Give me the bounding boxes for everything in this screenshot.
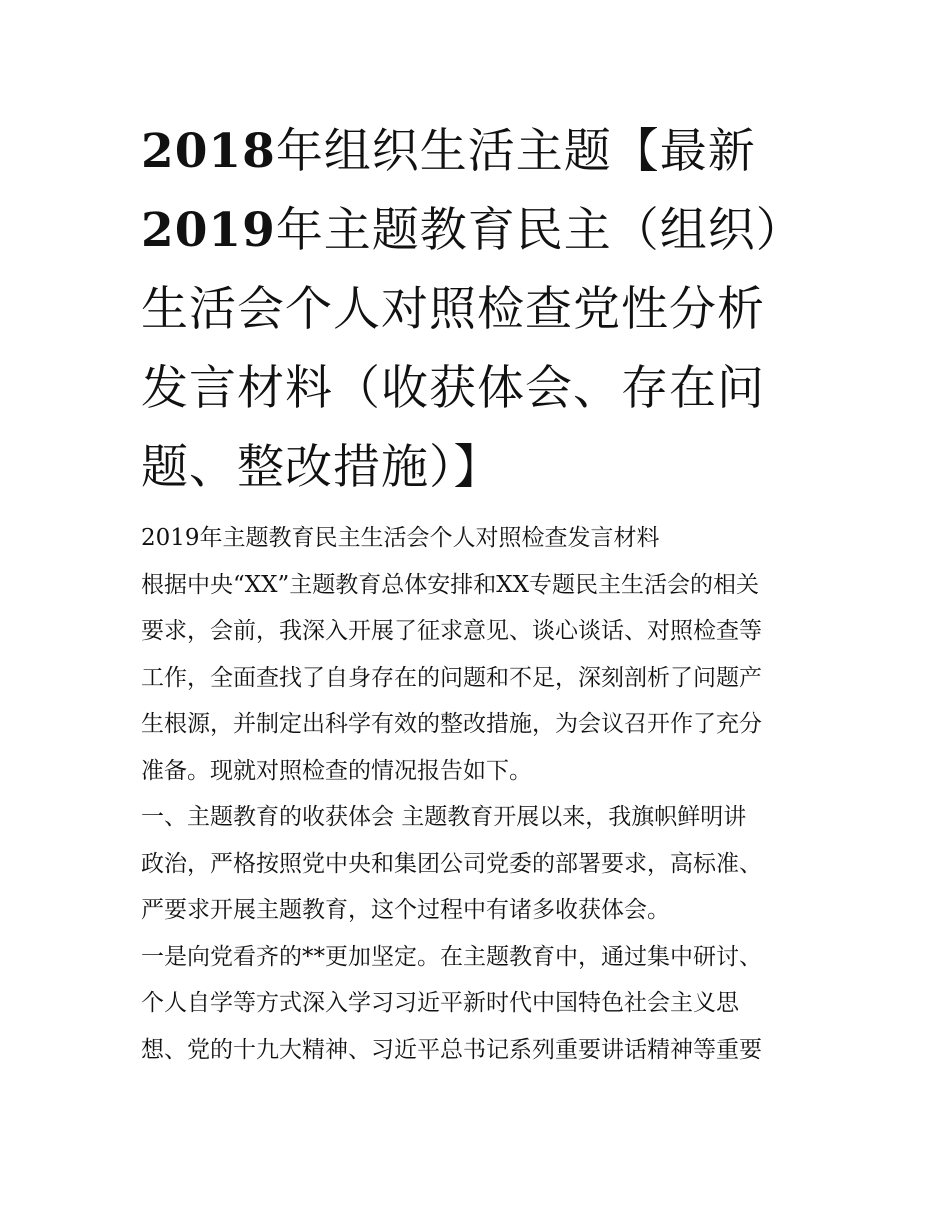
title-text: 题、整改措施）】 [141,440,502,495]
title-text: 年组织生活主题【最新 [275,124,756,179]
title-line [141,112,821,191]
body-line: 想、党的十九大精神、习近平总书记系列重要讲话精神等重要 [141,1036,762,1063]
body-line: 准备。现就对照检查的情况报告如下。 [141,757,532,784]
body-line: 2019年主题教育民主生活会个人对照检查发言材料 [141,525,660,551]
body-line: 根据中央“XX”主题教育总体安排和XX专题民主生活会的相关 [141,571,760,598]
body-line: 工作，全面查找了自身存在的问题和不足，深刻剖析了问题产 [141,664,762,691]
title-text: 年主题教育民主（组织） [275,203,804,258]
body-line: 生根源，并制定出科学有效的整改措施，为会议召开作了充分 [141,711,762,737]
body-line: 严要求开展主题教育，这个过程中有诸多收获体会。 [141,897,670,923]
body-line: 政治，严格按照党中央和集团公司党委的部署要求，高标准、 [141,850,762,877]
document-body [141,515,821,1073]
document-title [141,112,821,507]
title-year: 2019 [141,203,276,258]
title-line [141,191,821,270]
title-text: 生活会个人对照检查党性分析 [141,282,765,337]
title-line [141,270,821,349]
title-line [141,349,821,428]
body-line: 一、主题教育的收获体会 主题教育开展以来，我旗帜鲜明讲 [141,804,747,830]
title-year: 2018 [141,124,276,179]
body-line: 个人自学等方式深入学习习近平新时代中国特色社会主义思 [141,990,739,1016]
title-line [141,428,821,507]
title-text: 发言材料（收获体会、存在问 [141,361,765,416]
body-line: 一是向党看齐的**更加坚定。在主题教育中，通过集中研讨、 [141,943,762,970]
body-line: 要求，会前，我深入开展了征求意见、谈心谈话、对照检查等 [141,618,762,644]
